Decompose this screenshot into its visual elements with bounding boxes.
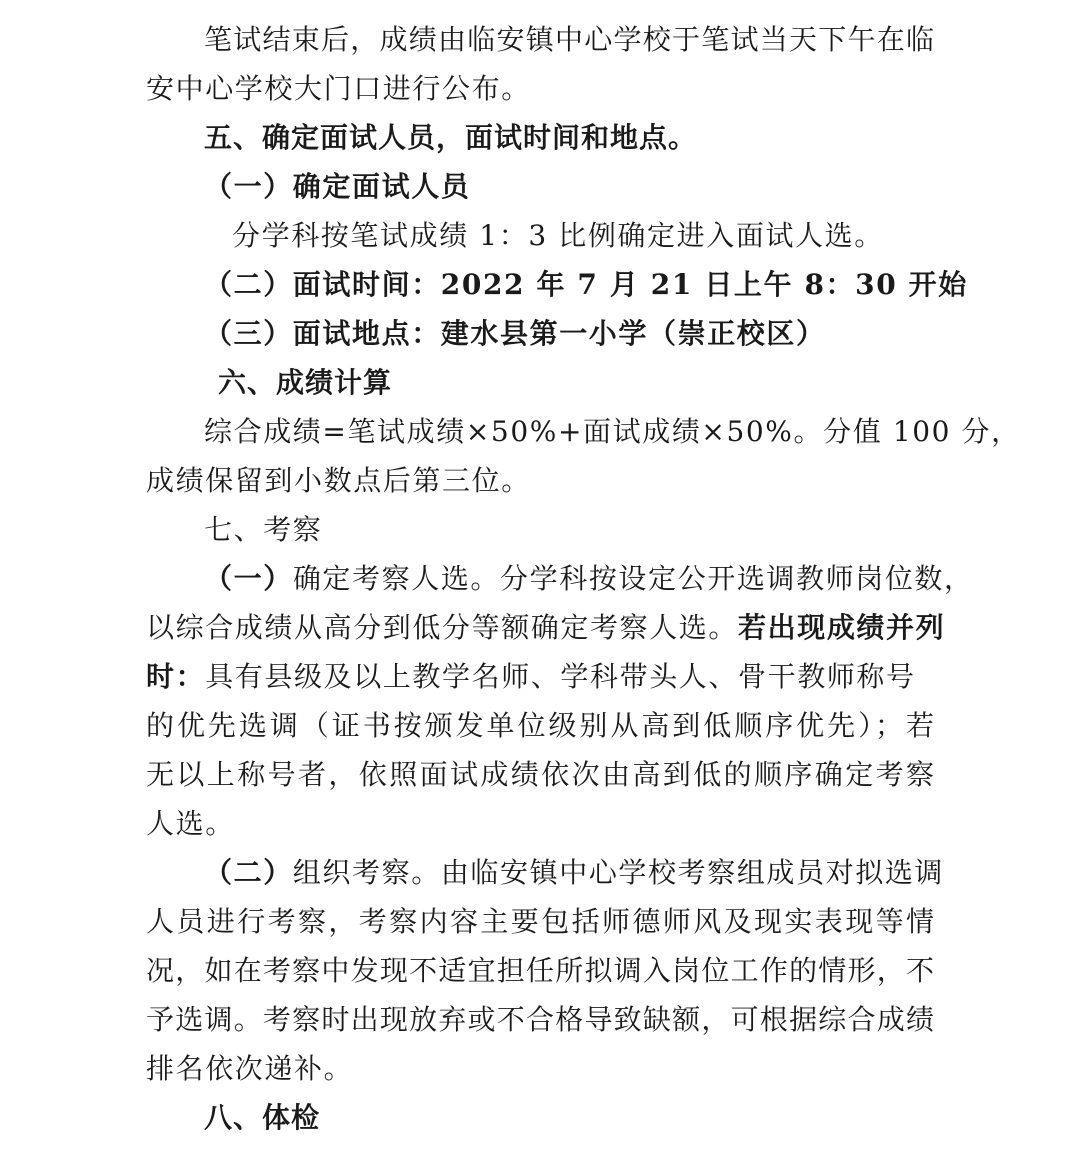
paragraph-line: 予选调。考察时出现放弃或不合格导致缺额，可根据综合成绩: [146, 1003, 934, 1036]
inline-label: （一）: [204, 562, 293, 595]
inline-bold: 时：: [146, 660, 206, 693]
subheading-2: （二）面试时间：2022 年 7 月 21 日上午 8：30 开始: [204, 268, 968, 301]
paragraph-line: 人员进行考察，考察内容主要包括师德师风及现实表现等情: [146, 905, 934, 938]
paragraph-line: [146, 657, 916, 697]
subheading-3: （三）面试地点：建水县第一小学（崇正校区）: [204, 317, 826, 350]
paragraph-line: 无以上称号者，依照面试成绩依次由高到低的顺序确定考察: [146, 758, 934, 791]
subheading-1: （一）确定面试人员: [204, 170, 471, 203]
paragraph-line: 分学科按笔试成绩 1：3 比例确定进入面试人选。: [232, 219, 884, 252]
inline-label: （二）: [204, 856, 293, 889]
section-heading-5: 五、确定面试人员，面试时间和地点。: [204, 121, 698, 154]
paragraph-line: [146, 608, 945, 648]
paragraph-line: 况，如在考察中发现不适宜担任所拟调入岗位工作的情形，不: [146, 954, 934, 987]
paragraph-line: 综合成绩=笔试成绩×50%+面试成绩×50%。分值 100 分，: [204, 415, 1021, 448]
section-heading-6: 六、成绩计算: [218, 366, 393, 399]
paragraph-line: 成绩保留到小数点后第三位。: [146, 464, 531, 497]
paragraph-line: 笔试结束后，成绩由临安镇中心学校于笔试当天下午在临: [204, 23, 934, 56]
section-heading-7: 七、考察: [204, 513, 323, 546]
paragraph-line: 人选。: [146, 807, 235, 840]
inline-text: 确定考察人选。分学科按设定公开选调教师岗位数，: [292, 562, 974, 595]
inline-text: 具有县级及以上教学名师、学科带头人、骨干教师称号: [205, 660, 916, 693]
inline-text: 以综合成绩从高分到低分等额确定考察人选。: [146, 611, 739, 644]
paragraph-line: [204, 853, 944, 893]
inline-text: 组织考察。由临安镇中心学校考察组成员对拟选调: [292, 856, 945, 889]
section-heading-8: 八、体检: [204, 1101, 321, 1134]
paragraph-line: 的优先选调（证书按颁发单位级别从高到低顺序优先）；若: [146, 709, 934, 742]
inline-bold: 若出现成绩并列: [738, 611, 946, 644]
paragraph-line: 排名依次递补。: [146, 1052, 354, 1085]
paragraph-line: 安中心学校大门口进行公布。: [146, 72, 531, 105]
paragraph-line: [204, 559, 974, 599]
